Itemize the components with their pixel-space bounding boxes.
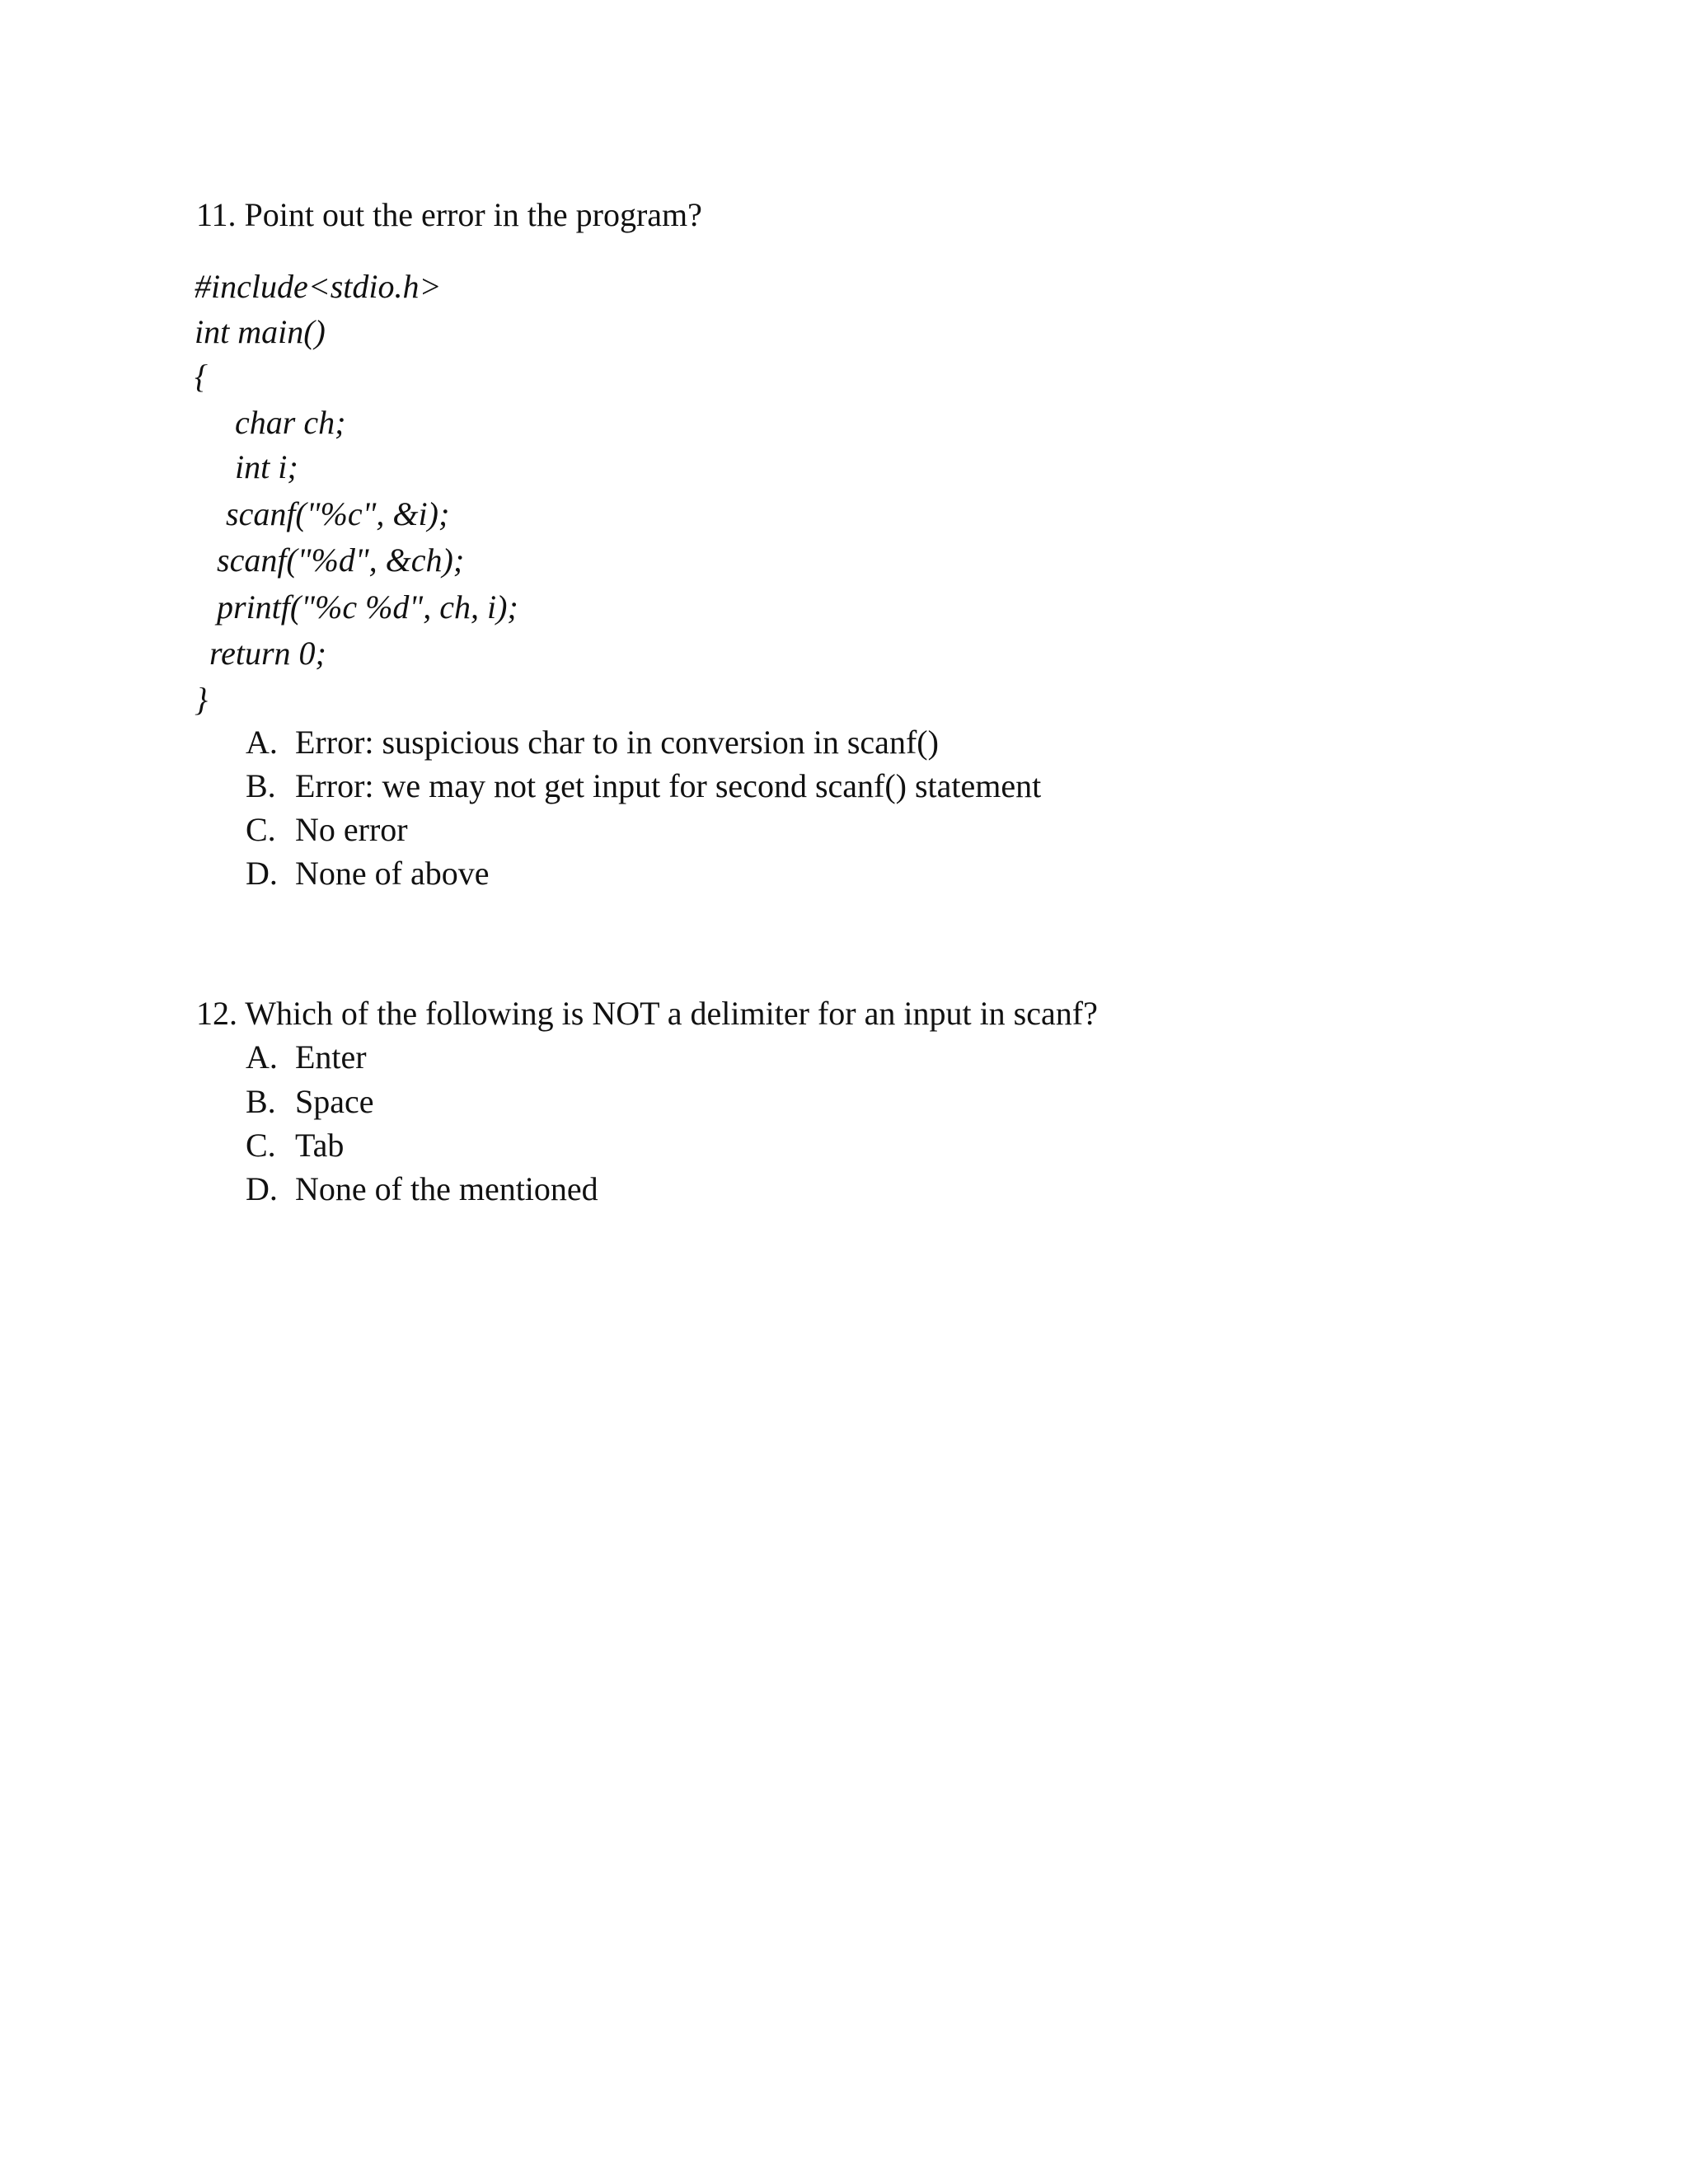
option-letter: B. [246, 1083, 276, 1120]
option-letter: C. [246, 1127, 276, 1164]
code-line-10: } [195, 681, 208, 718]
option-text: No error [295, 811, 408, 848]
question-12-option-a [246, 1038, 367, 1077]
question-12-option-c [246, 1126, 344, 1165]
code-line-3: { [195, 358, 208, 395]
option-text: Enter [295, 1038, 367, 1076]
code-line-4: char ch; [235, 404, 346, 441]
option-letter: D. [246, 1170, 278, 1207]
code-line-9: return 0; [209, 635, 326, 672]
option-letter: D. [246, 855, 278, 892]
question-12-title: 12. Which of the following is NOT a delimiter for an input in scanf? [196, 995, 1098, 1032]
option-text: None of above [295, 855, 490, 892]
option-letter: C. [246, 811, 276, 848]
code-line-5: int i; [235, 448, 298, 485]
option-text: Error: we may not get input for second scanf() statement [295, 767, 1042, 804]
option-letter: A. [246, 724, 278, 761]
code-line-1: #include<stdio.h> [195, 268, 442, 305]
question-11-option-b [246, 766, 1041, 806]
question-11-option-c [246, 810, 408, 850]
code-line-2: int main() [195, 313, 326, 350]
option-letter: A. [246, 1038, 278, 1076]
question-12-option-b [246, 1082, 374, 1122]
option-text: Space [295, 1083, 374, 1120]
question-11-title: 11. Point out the error in the program? [196, 196, 702, 233]
option-text: None of the mentioned [295, 1170, 598, 1207]
question-12-option-d [246, 1169, 598, 1209]
code-line-6: scanf("%c", &i); [226, 495, 450, 532]
code-line-8: printf("%c %d", ch, i); [217, 588, 518, 626]
option-text: Tab [295, 1127, 345, 1164]
option-letter: B. [246, 767, 276, 804]
code-line-7: scanf("%d", &ch); [217, 541, 465, 579]
question-11-option-a [246, 723, 939, 762]
option-text: Error: suspicious char to in conversion in scanf() [295, 724, 939, 761]
question-11-option-d [246, 854, 489, 893]
